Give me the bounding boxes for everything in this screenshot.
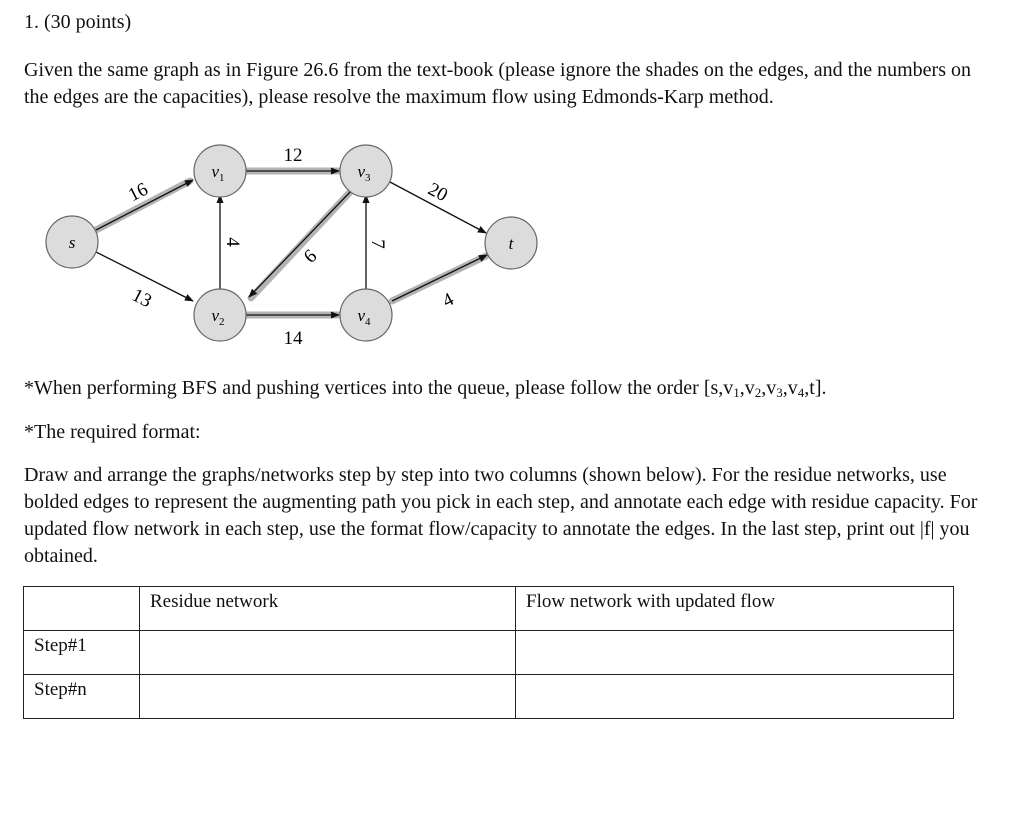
- node-v4: [340, 289, 392, 341]
- cap-v4-v3: 7: [367, 239, 388, 249]
- table-row: [24, 675, 954, 719]
- cap-s-v2: 13: [128, 284, 156, 313]
- header-cell-empty: [24, 587, 140, 631]
- residue-cell[interactable]: [140, 631, 516, 675]
- edge-v3-v2: [249, 190, 352, 297]
- step-label: Step#1: [24, 631, 140, 675]
- header-flow-network: Flow network with updated flow: [516, 587, 954, 631]
- node-t-label: t: [508, 234, 514, 253]
- node-v3-label: $v_3$: [357, 162, 371, 184]
- question-intro: Given the same graph as in Figure 26.6 from the text-book (please ignore the shades on the edges, and the numbers on the edges are the capacities), please resolve the maximum flow using Edmonds-Karp method.: [24, 59, 971, 108]
- table-row: [24, 631, 954, 675]
- cap-v3-v2: 9: [298, 244, 321, 267]
- node-v2: [194, 289, 246, 341]
- cap-v4-t: 4: [439, 288, 458, 312]
- node-v1-label: $v_1$: [211, 162, 225, 184]
- cap-v2-v4: 14: [283, 328, 303, 349]
- flow-cell[interactable]: [516, 631, 954, 675]
- residue-cell[interactable]: [140, 675, 516, 719]
- bfs-order-note: *When performing BFS and pushing vertices into the queue, please follow the order $[s,v_1,v_2,v_3,v_4,t]$.: [24, 377, 827, 400]
- flow-network-figure: [40, 138, 560, 353]
- flow-cell[interactable]: [516, 675, 954, 719]
- node-v3: [340, 145, 392, 197]
- steps-table: [23, 586, 954, 719]
- cap-v3-t: 20: [424, 178, 452, 207]
- cap-s-v1: 16: [124, 178, 152, 207]
- node-v2-label: $v_2$: [211, 306, 225, 328]
- node-v1: [194, 145, 246, 197]
- step-label: Step#n: [24, 675, 140, 719]
- header-residue-network: Residue network: [140, 587, 516, 631]
- cap-v1-v3: 12: [283, 145, 303, 166]
- cap-v2-v1: 4: [222, 237, 243, 247]
- question-heading: 1. (30 points): [24, 11, 132, 33]
- table-header-row: [24, 587, 954, 631]
- node-s-label: s: [68, 233, 76, 252]
- format-label: *The required format:: [24, 421, 201, 443]
- format-instructions: Draw and arrange the graphs/networks step by step into two columns (shown below). For the residue networks, use bolded edges to represent the augmenting path you pick in each step, and annotate each edge with residue capacity. For updated flow network in each step, use the format flow/capacity to annotate the edges. In the last step, print out |f| you obtained.: [24, 464, 978, 567]
- node-v4-label: $v_4$: [357, 306, 371, 328]
